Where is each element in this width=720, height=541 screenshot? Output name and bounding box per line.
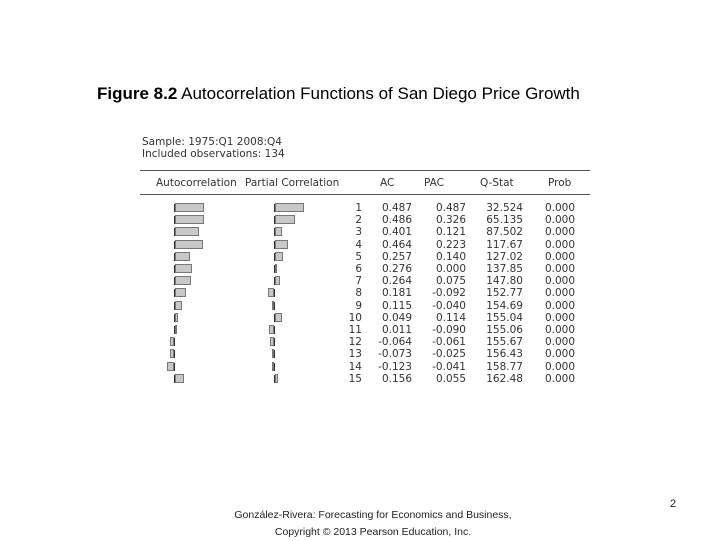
ac-cell: -0.064 — [378, 336, 412, 349]
ac-bar — [175, 301, 182, 310]
qstat-cell: 155.04 — [486, 311, 523, 324]
pac-bar — [275, 264, 277, 273]
ac-cell: 0.486 — [381, 214, 412, 227]
lag-cell: 12 — [348, 336, 362, 349]
prob-cell: 0.000 — [544, 324, 575, 336]
pac-cell: 0.140 — [435, 250, 466, 263]
ac-cell: 0.156 — [381, 372, 412, 385]
footer-citation — [228, 507, 518, 541]
correlogram-row — [140, 312, 590, 324]
pac-bar — [272, 362, 274, 371]
lag-cell: 11 — [348, 324, 362, 336]
top-rule — [140, 170, 590, 171]
page-number: 2 — [670, 498, 677, 510]
ac-cell: 0.011 — [381, 324, 412, 336]
qstat-cell: 152.77 — [486, 287, 523, 300]
correlogram-row — [140, 275, 590, 287]
ac-zero-axis — [174, 338, 175, 346]
correlogram-row — [140, 251, 590, 263]
ac-bar — [175, 374, 184, 383]
ac-cell: 0.115 — [381, 299, 412, 312]
figure-title-text: Autocorrelation Functions of San Diego Price Growth — [181, 84, 580, 103]
correlogram-row — [140, 263, 590, 275]
ac-cell: 0.049 — [381, 311, 412, 324]
prob-cell: 0.000 — [544, 263, 575, 275]
footer-line-1: González-Rivera: Forecasting for Economics and Business, — [234, 509, 512, 521]
ac-bar — [167, 362, 174, 371]
correlogram-figure — [140, 134, 592, 390]
pac-zero-axis — [274, 326, 275, 334]
header-partial-correlation: Partial Correlation — [245, 177, 340, 189]
ac-bar — [175, 215, 204, 224]
pac-cell: 0.055 — [435, 372, 466, 385]
ac-bar — [175, 276, 191, 285]
header-qstat: Q-Stat — [480, 177, 514, 189]
qstat-cell: 137.85 — [486, 263, 523, 275]
correlogram-row — [140, 348, 590, 360]
correlogram-row — [140, 226, 590, 238]
pac-cell: 0.223 — [435, 238, 466, 251]
pac-cell: 0.326 — [435, 214, 466, 227]
observations-line: Included observations: 134 — [142, 148, 285, 160]
qstat-cell: 154.69 — [486, 299, 523, 312]
pac-bar — [272, 349, 274, 358]
pac-zero-axis — [274, 363, 275, 371]
ac-cell: 0.257 — [381, 250, 412, 263]
figure-title — [97, 84, 580, 104]
prob-cell: 0.000 — [544, 372, 575, 385]
qstat-cell: 117.67 — [486, 238, 523, 251]
prob-cell: 0.000 — [544, 348, 575, 361]
pac-bar — [275, 374, 278, 383]
pac-bar — [275, 215, 295, 224]
pac-cell: -0.061 — [432, 336, 466, 349]
pac-bar — [275, 313, 282, 322]
pac-zero-axis — [274, 302, 275, 310]
lag-cell: 6 — [355, 263, 362, 275]
lag-cell: 5 — [355, 250, 362, 263]
correlogram-row — [140, 361, 590, 373]
ac-zero-axis — [174, 350, 175, 358]
qstat-cell: 156.43 — [486, 348, 523, 361]
ac-bar — [175, 288, 186, 297]
correlogram-row — [140, 239, 590, 251]
pac-bar — [275, 276, 280, 285]
header-pac: PAC — [424, 177, 444, 189]
qstat-cell: 32.524 — [486, 202, 523, 214]
ac-bar — [175, 325, 177, 334]
qstat-cell: 65.135 — [486, 214, 523, 227]
lag-cell: 2 — [355, 214, 362, 227]
figure-label: Figure 8.2 — [97, 84, 178, 103]
qstat-cell: 87.502 — [486, 226, 523, 239]
pac-cell: 0.075 — [435, 275, 466, 288]
pac-cell: -0.040 — [432, 299, 466, 312]
lag-cell: 1 — [355, 202, 362, 214]
ac-bar — [170, 349, 174, 358]
lag-cell: 3 — [355, 226, 362, 239]
pac-zero-axis — [274, 338, 275, 346]
ac-bar — [175, 264, 192, 273]
ac-cell: 0.276 — [381, 263, 412, 275]
correlogram-row — [140, 336, 590, 348]
lag-cell: 4 — [355, 238, 362, 251]
header-rule — [140, 194, 590, 195]
correlogram-row — [140, 214, 590, 226]
ac-bar — [175, 252, 190, 261]
ac-bar — [175, 240, 203, 249]
pac-bar — [275, 240, 288, 249]
pac-cell: 0.121 — [435, 226, 466, 239]
lag-cell: 7 — [355, 275, 362, 288]
pac-cell: -0.090 — [432, 324, 466, 336]
pac-cell: -0.041 — [432, 360, 466, 373]
lag-cell: 8 — [355, 287, 362, 300]
ac-cell: 0.264 — [381, 275, 412, 288]
ac-cell: 0.401 — [381, 226, 412, 239]
ac-bar — [170, 337, 174, 346]
ac-bar — [175, 313, 178, 322]
lag-cell: 13 — [348, 348, 362, 361]
prob-cell: 0.000 — [544, 238, 575, 251]
qstat-cell: 162.48 — [486, 372, 523, 385]
correlogram-row — [140, 324, 590, 336]
pac-zero-axis — [274, 289, 275, 297]
header-ac: AC — [380, 177, 395, 189]
pac-bar — [269, 325, 274, 334]
prob-cell: 0.000 — [544, 226, 575, 239]
prob-cell: 0.000 — [544, 202, 575, 214]
lag-cell: 15 — [348, 372, 362, 385]
pac-cell: 0.000 — [435, 263, 466, 275]
ac-bar — [175, 227, 199, 236]
prob-cell: 0.000 — [544, 275, 575, 288]
pac-bar — [270, 337, 274, 346]
footer-line-2: Copyright © 2013 Pearson Education, Inc. — [274, 526, 472, 538]
ac-cell: -0.073 — [378, 348, 412, 361]
correlogram-row — [140, 287, 590, 299]
correlogram-row — [140, 373, 590, 385]
pac-bar — [275, 203, 304, 212]
pac-bar — [268, 288, 274, 297]
lag-cell: 9 — [355, 299, 362, 312]
qstat-cell: 155.06 — [486, 324, 523, 336]
pac-bar — [275, 252, 283, 261]
ac-cell: 0.464 — [381, 238, 412, 251]
sample-line: Sample: 1975:Q1 2008:Q4 — [142, 136, 282, 148]
prob-cell: 0.000 — [544, 360, 575, 373]
prob-cell: 0.000 — [544, 299, 575, 312]
qstat-cell: 127.02 — [486, 250, 523, 263]
ac-cell: 0.181 — [381, 287, 412, 300]
pac-cell: 0.114 — [435, 311, 466, 324]
pac-bar — [275, 227, 282, 236]
pac-bar — [272, 301, 274, 310]
qstat-cell: 155.67 — [486, 336, 523, 349]
pac-cell: -0.092 — [432, 287, 466, 300]
lag-cell: 14 — [348, 360, 362, 373]
pac-cell: 0.487 — [435, 202, 466, 214]
pac-zero-axis — [274, 350, 275, 358]
ac-cell: -0.123 — [378, 360, 412, 373]
header-autocorrelation: Autocorrelation — [156, 177, 237, 189]
prob-cell: 0.000 — [544, 311, 575, 324]
qstat-cell: 147.80 — [486, 275, 523, 288]
prob-cell: 0.000 — [544, 287, 575, 300]
prob-cell: 0.000 — [544, 214, 575, 227]
ac-zero-axis — [174, 363, 175, 371]
correlogram-row — [140, 300, 590, 312]
lag-cell: 10 — [348, 311, 362, 324]
prob-cell: 0.000 — [544, 250, 575, 263]
header-prob: Prob — [548, 177, 572, 189]
correlogram-row — [140, 202, 590, 214]
prob-cell: 0.000 — [544, 336, 575, 349]
ac-bar — [175, 203, 204, 212]
ac-cell: 0.487 — [381, 202, 412, 214]
qstat-cell: 158.77 — [486, 360, 523, 373]
pac-cell: -0.025 — [432, 348, 466, 361]
